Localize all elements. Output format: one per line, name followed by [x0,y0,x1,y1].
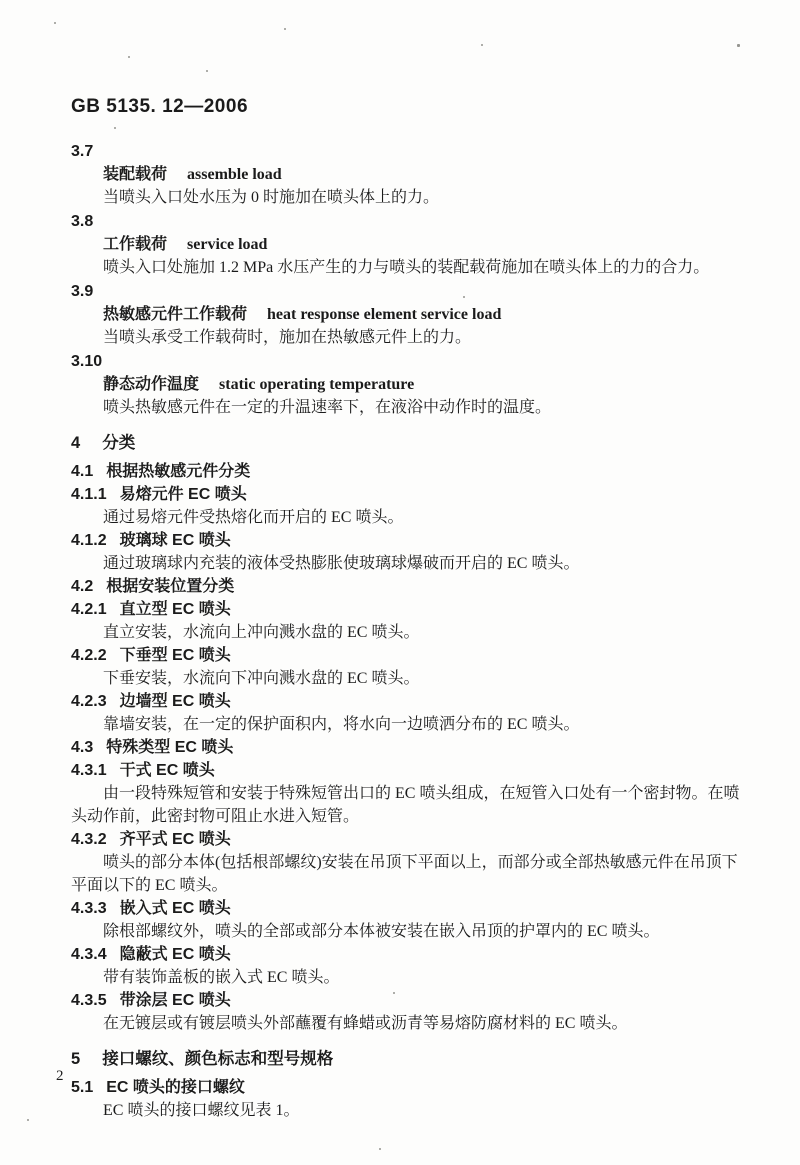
heading-number: 4.2 [71,578,94,595]
definition-text: 当喷头入口处水压为 0 时施加在喷头体上的力。 [103,189,440,206]
clause-number: 3.7 [71,143,94,160]
subclause-heading [71,897,743,920]
heading-number: 4.2.3 [71,693,107,710]
subclause-heading [71,598,743,621]
term-heading [71,233,743,256]
heading-title: 特殊类型 EC 喷头 [106,739,234,756]
definition-text: 通过易熔元件受热熔化而开启的 EC 喷头。 [103,509,404,526]
term-chinese: 静态动作温度 [103,376,200,393]
definition-text: 下垂安装，水流向下冲向溅水盘的 EC 喷头。 [103,670,420,687]
heading-title: 带涂层 EC 喷头 [119,992,231,1009]
scan-speck [128,56,130,58]
heading-title: 齐平式 EC 喷头 [119,831,231,848]
subclause-heading [71,690,743,713]
subclause-heading [71,828,743,851]
definition-text: 由一段特殊短管和安装于特殊短管出口的 EC 喷头组成，在短管入口处有一个密封物。在喷头动作前，此密封物可阻止水进入短管。 [71,785,740,825]
heading-number: 4.1.1 [71,486,107,503]
page-number: 2 [56,1068,64,1084]
standard-number: GB 5135. 12—2006 [71,96,249,117]
definition-text: 通过玻璃球内充装的液体受热膨胀使玻璃球爆破而开启的 EC 喷头。 [103,555,580,572]
term-heading [71,303,743,326]
scan-speck [27,1119,29,1121]
subclause-heading [71,575,743,598]
term-english: static operating temperature [219,376,415,393]
scan-speck [393,992,395,994]
heading-number: 4.1 [71,463,94,480]
term-chinese: 装配载荷 [103,166,168,183]
chapter-heading [71,1048,743,1071]
heading-number: 4.3.4 [71,946,107,963]
clause-number: 3.9 [71,283,94,300]
heading-title: 玻璃球 EC 喷头 [119,532,231,549]
heading-title: 隐蔽式 EC 喷头 [119,946,231,963]
scan-speck [481,44,483,46]
definition-text: 直立安装，水流向上冲向溅水盘的 EC 喷头。 [103,624,420,641]
term-english: service load [187,236,268,253]
scan-speck [379,1148,381,1150]
clause-number: 3.8 [71,213,94,230]
definition-text: 带有装饰盖板的嵌入式 EC 喷头。 [103,969,340,986]
subclause-heading [71,529,743,552]
term-chinese: 工作载荷 [103,236,168,253]
heading-number: 4 [71,434,81,452]
heading-number: 4.3 [71,739,94,756]
subclause-heading [71,759,743,782]
term-english: assemble load [187,166,282,183]
heading-number: 4.3.5 [71,992,107,1009]
definition-text: EC 喷头的接口螺纹见表 1。 [103,1102,300,1119]
scan-speck [737,44,740,47]
term-english: heat response element service load [267,306,502,323]
heading-number: 4.2.1 [71,601,107,618]
subclause-heading [71,644,743,667]
heading-title: 边墙型 EC 喷头 [119,693,231,710]
subclause-heading [71,460,743,483]
clause-number: 3.10 [71,353,103,370]
subclause-heading [71,943,743,966]
definition-text: 当喷头承受工作载荷时，施加在热敏感元件上的力。 [103,329,472,346]
chapter-heading [71,432,743,455]
heading-title: 接口螺纹、颜色标志和型号规格 [102,1050,334,1068]
heading-number: 5.1 [71,1079,94,1096]
definition-text: 喷头热敏感元件在一定的升温速率下，在液浴中动作时的温度。 [103,399,552,416]
heading-title: 易熔元件 EC 喷头 [119,486,247,503]
heading-number: 4.1.2 [71,532,107,549]
heading-title: 下垂型 EC 喷头 [119,647,231,664]
heading-title: 干式 EC 喷头 [119,762,215,779]
definition-text: 喷头的部分本体(包括根部螺纹)安装在吊顶下平面以上，而部分或全部热敏感元件在吊顶下平面以下的 EC 喷头。 [71,854,738,894]
heading-number: 4.3.1 [71,762,107,779]
term-chinese: 热敏感元件工作载荷 [103,306,248,323]
heading-number: 4.3.2 [71,831,107,848]
definition-text: 喷头入口处施加 1.2 MPa 水压产生的力与喷头的装配载荷施加在喷头体上的力的合力。 [103,259,710,276]
definition-text: 除根部螺纹外，喷头的全部或部分本体被安装在嵌入吊顶的护罩内的 EC 喷头。 [103,923,660,940]
scan-speck [114,127,116,129]
heading-number: 4.2.2 [71,647,107,664]
definition-text: 在无镀层或有镀层喷头外部蘸覆有蜂蜡或沥青等易熔防腐材料的 EC 喷头。 [103,1015,628,1032]
term-heading [71,373,743,396]
document-content [71,133,743,1122]
subclause-heading [71,989,743,1012]
term-heading [71,163,743,186]
subclause-heading [71,1076,743,1099]
scan-speck [284,28,286,30]
definition-text: 靠墙安装，在一定的保护面积内，将水向一边喷洒分布的 EC 喷头。 [103,716,580,733]
subclause-heading [71,736,743,759]
heading-title: 分类 [102,434,136,452]
scan-speck [54,22,56,24]
heading-title: 直立型 EC 喷头 [119,601,231,618]
heading-title: EC 喷头的接口螺纹 [106,1079,245,1096]
subclause-heading [71,483,743,506]
heading-number: 4.3.3 [71,900,107,917]
heading-title: 根据安装位置分类 [106,578,235,595]
scan-speck [463,296,465,298]
heading-number: 5 [71,1050,81,1068]
scan-speck [206,70,208,72]
heading-title: 根据热敏感元件分类 [106,463,251,480]
heading-title: 嵌入式 EC 喷头 [119,900,231,917]
